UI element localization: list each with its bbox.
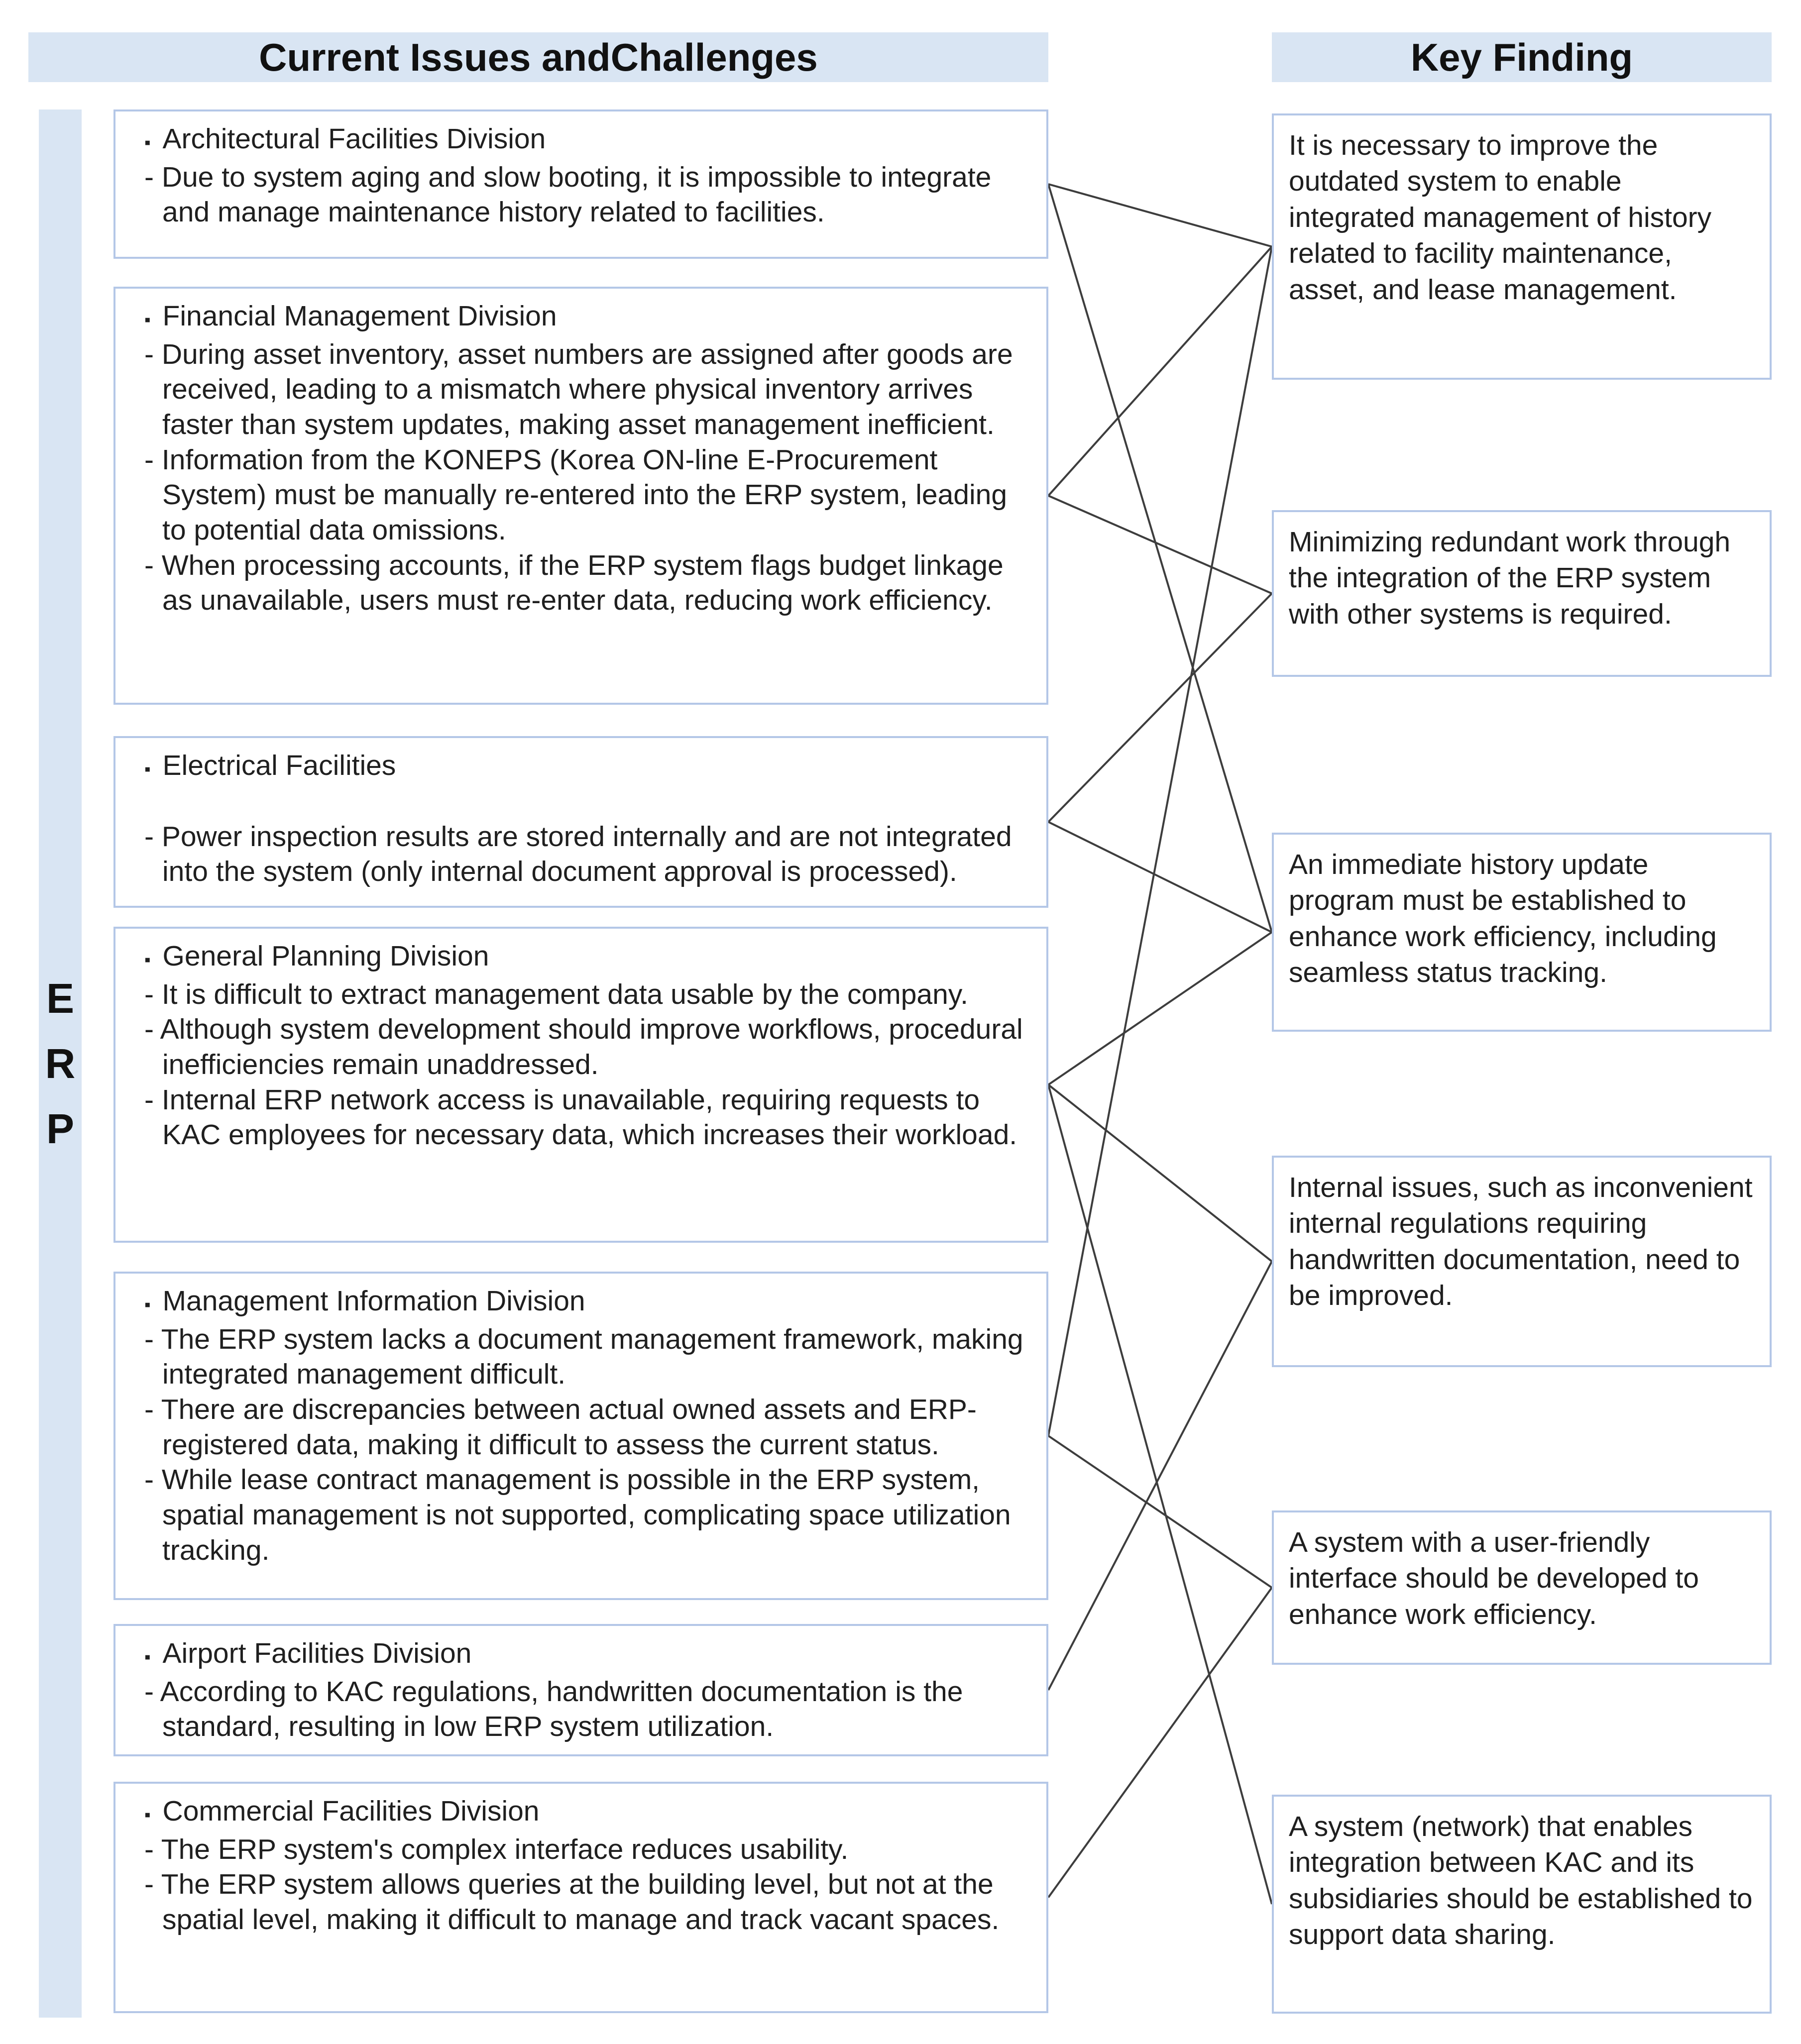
square-bullet-icon: ▪	[144, 950, 151, 969]
issue-box	[113, 109, 1048, 259]
issue-box-title	[130, 299, 1031, 334]
issue-item: - The ERP system's complex interface reduces usability.	[144, 1833, 849, 1865]
issue-box-title-text: Airport Facilities Division	[162, 1637, 472, 1669]
issue-box-title-text: Architectural Facilities Division	[162, 123, 546, 155]
square-bullet-icon: ▪	[144, 1295, 151, 1314]
issue-box-title	[130, 1794, 1031, 1829]
issue-item: - Internal ERP network access is unavailable, requiring requests to KAC employees for necessary data, which increases their workload.	[144, 1083, 1017, 1151]
erp-letter-r: R	[45, 1040, 76, 1087]
issue-box-title-text: General Planning Division	[162, 940, 489, 972]
square-bullet-icon: ▪	[144, 1647, 151, 1667]
issue-box-title	[130, 1284, 1031, 1319]
finding-box: It is necessary to improve the outdated system to enable integrated management of history related to facility maintenance, asset, and lease management.	[1272, 113, 1772, 380]
square-bullet-icon: ▪	[144, 310, 151, 329]
issue-box-title-text: Financial Management Division	[162, 300, 557, 332]
issue-box-title	[130, 1636, 1031, 1671]
issue-item: - The ERP system lacks a document management framework, making integrated management difficult.	[144, 1323, 1023, 1391]
erp-side-label	[39, 109, 82, 2018]
issue-box	[113, 927, 1048, 1243]
issue-box-title	[130, 748, 1031, 783]
erp-letter-e: E	[46, 974, 75, 1022]
finding-box: A system with a user-friendly interface should be developed to enhance work efficiency.	[1272, 1510, 1772, 1665]
issue-item: - There are discrepancies between actual owned assets and ERP-registered data, making it difficult to assess the current status.	[144, 1394, 977, 1461]
square-bullet-icon: ▪	[144, 759, 151, 779]
issue-box-title-text: Commercial Facilities Division	[162, 1795, 540, 1827]
issue-item: - When processing accounts, if the ERP system flags budget linkage as unavailable, users must re-enter data, reducing work efficiency.	[144, 549, 1004, 617]
issue-box	[113, 736, 1048, 908]
square-bullet-icon: ▪	[144, 1805, 151, 1825]
right-column-header: Key Finding	[1272, 32, 1772, 82]
issue-item: - The ERP system allows queries at the building level, but not at the spatial level, making it difficult to manage and track vacant spaces.	[144, 1868, 1000, 1936]
issue-box-title	[130, 939, 1031, 974]
issue-box-title-text: Management Information Division	[162, 1285, 585, 1317]
square-bullet-icon: ▪	[144, 133, 151, 152]
finding-box: A system (network) that enables integration between KAC and its subsidiaries should be established to support data sharing.	[1272, 1795, 1772, 2014]
left-column-header: Current Issues andChallenges	[28, 32, 1048, 82]
issue-item: - Due to system aging and slow booting, it is impossible to integrate and manage maintenance history related to facilities.	[144, 161, 992, 228]
finding-box: Internal issues, such as inconvenient internal regulations requiring handwritten documentation, need to be improved.	[1272, 1156, 1772, 1367]
issue-item: - It is difficult to extract management data usable by the company.	[144, 978, 968, 1010]
issue-box-title-text: Electrical Facilities	[162, 750, 396, 781]
issue-box	[113, 287, 1048, 705]
issue-item: - Information from the KONEPS (Korea ON-line E-Procurement System) must be manually re-entered into the ERP system, leading to potential data omissions.	[144, 443, 1008, 546]
issue-item: - During asset inventory, asset numbers are assigned after goods are received, leading to a mismatch where physical inventory arrives faster than system updates, making asset management inefficient.	[144, 338, 1013, 441]
issue-box-title	[130, 121, 1031, 157]
issue-item: - Power inspection results are stored internally and are not integrated into the system (only internal document approval is processed).	[144, 820, 1012, 888]
issue-box	[113, 1272, 1048, 1600]
finding-box: An immediate history update program must be established to enhance work efficiency, including seamless status tracking.	[1272, 833, 1772, 1032]
issue-box	[113, 1782, 1048, 2013]
erp-letter-p: P	[46, 1105, 75, 1152]
finding-box: Minimizing redundant work through the integration of the ERP system with other systems is required.	[1272, 510, 1772, 677]
issue-box	[113, 1624, 1048, 1756]
issue-item: - Although system development should improve workflows, procedural inefficiencies remain unaddressed.	[144, 1013, 1023, 1081]
issue-item: - According to KAC regulations, handwritten documentation is the standard, resulting in low ERP system utilization.	[144, 1675, 963, 1743]
issue-item: - While lease contract management is possible in the ERP system, spatial management is not supported, complicating space utilization tracking.	[144, 1464, 1011, 1566]
